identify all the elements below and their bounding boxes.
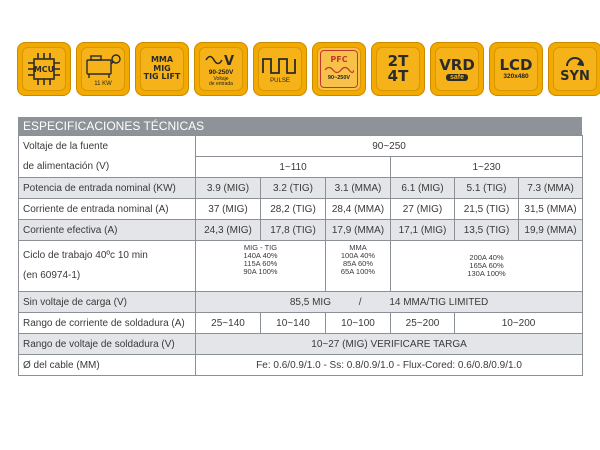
power-generator-icon — [76, 42, 130, 96]
row-label — [19, 241, 196, 292]
power-label: 11 KW — [94, 80, 112, 87]
row-label: Corriente de entrada nominal (A) — [19, 199, 196, 220]
table-cell: 10~100 — [326, 313, 391, 334]
table-row — [19, 157, 583, 178]
table-cell: Fe: 0.6/0.9/1.0 - Ss: 0.8/0.9/1.0 - Flux-Cored: 0.6/0.8/0.9/1.0 — [196, 355, 583, 376]
table-cell: 25~200 — [391, 313, 455, 334]
mcu-label: MCU — [33, 65, 55, 74]
table-cell: 17,1 (MIG) — [391, 220, 455, 241]
mcu-icon — [17, 42, 71, 96]
duty-line: MMA — [349, 243, 367, 252]
table-cell: 28,2 (TIG) — [261, 199, 326, 220]
voltage-range: 90-250V — [208, 68, 234, 76]
syn-label: SYN — [560, 68, 590, 84]
lcd-label: LCD — [499, 55, 533, 74]
row-label: Potencia de entrada nominal (KW) — [19, 178, 196, 199]
table-row — [19, 334, 583, 355]
table-cell: 37 (MIG) — [196, 199, 261, 220]
duty-cycle-label: Ciclo de trabajo 40ºc 10 min — [23, 250, 148, 261]
pulse-label: PULSE — [270, 77, 290, 84]
row-label: Ø del cable (MM) — [19, 355, 196, 376]
row-label: Corriente efectiva (A) — [19, 220, 196, 241]
table-cell — [326, 241, 391, 292]
pfc-icon — [312, 42, 366, 96]
table-cell: 27 (MIG) — [391, 199, 455, 220]
table-cell: 85,5 MIG / 14 MMA/TIG LIMITED — [196, 292, 583, 313]
row-label: Rango de voltaje de soldadura (V) — [19, 334, 196, 355]
table-row — [19, 241, 583, 292]
mode-2t: 2T — [387, 52, 409, 70]
synergic-icon — [548, 42, 600, 96]
pfc-range: 90~250V — [327, 75, 351, 82]
table-cell: 1~110 — [196, 157, 391, 178]
duty-line: 100A 40% — [340, 251, 376, 260]
row-label: Voltaje de la fuente — [19, 136, 196, 157]
vrd-safe-icon — [430, 42, 484, 96]
table-cell — [391, 241, 583, 292]
row-label: de alimentación (V) — [19, 157, 196, 178]
duty-line: 90A 100% — [243, 267, 278, 276]
duty-line: 165A 60% — [469, 261, 504, 270]
specifications-table — [18, 117, 582, 376]
row-label: Sin voltaje de carga (V) — [19, 292, 196, 313]
mode-mig: MIG — [153, 63, 171, 73]
row-label: Rango de corriente de soldadura (A) — [19, 313, 196, 334]
table-cell: 13,5 (TIG) — [455, 220, 519, 241]
table-cell: 1~230 — [391, 157, 583, 178]
table-row — [19, 136, 583, 157]
mode-tig-lift: TIG LIFT — [143, 72, 181, 82]
table-cell: 25~140 — [196, 313, 261, 334]
duty-line: 115A 60% — [243, 259, 278, 268]
pfc-label: PFC — [330, 55, 348, 65]
table-cell: 10~27 (MIG) VERIFICARE TARGA — [196, 334, 583, 355]
duty-line: 200A 40% — [469, 253, 504, 262]
pulse-icon — [253, 42, 307, 96]
table-cell: 31,5 (MMA) — [519, 199, 583, 220]
table-row — [19, 292, 583, 313]
table-cell: 28,4 (MMA) — [326, 199, 391, 220]
table-cell: 3.9 (MIG) — [196, 178, 261, 199]
mode-mma: MMA — [150, 54, 174, 64]
duty-line: 130A 100% — [467, 269, 506, 278]
table-cell: 19,9 (MMA) — [519, 220, 583, 241]
duty-line: 85A 60% — [342, 259, 374, 268]
table-row — [19, 178, 583, 199]
duty-line: 140A 40% — [243, 251, 278, 260]
lcd-resolution: 320x480 — [503, 72, 529, 80]
feature-icons-strip — [17, 42, 590, 96]
vrd-safe-label: safe — [446, 74, 468, 81]
table-cell: 90~250 — [196, 136, 583, 157]
table-cell: 17,9 (MMA) — [326, 220, 391, 241]
table-row — [19, 355, 583, 376]
2t-4t-icon — [371, 42, 425, 96]
duty-cycle-standard: (en 60974-1) — [23, 270, 81, 281]
table-cell: 24,3 (MIG) — [196, 220, 261, 241]
mode-4t: 4T — [387, 67, 409, 85]
table-cell: 3.1 (MMA) — [326, 178, 391, 199]
table-header: ESPECIFICACIONES TÉCNICAS — [18, 117, 582, 135]
duty-line: 65A 100% — [340, 267, 376, 276]
table-row — [19, 220, 583, 241]
table-cell: 10~140 — [261, 313, 326, 334]
welding-modes-icon — [135, 42, 189, 96]
voltage-caption: Voltaje de entrada — [209, 76, 233, 88]
table-cell: 5.1 (TIG) — [455, 178, 519, 199]
input-voltage-icon — [194, 42, 248, 96]
vrd-label: VRD — [439, 55, 475, 74]
table-cell: 10~200 — [455, 313, 583, 334]
table-cell: 3.2 (TIG) — [261, 178, 326, 199]
voltage-symbol: V — [223, 53, 235, 69]
table-row — [19, 199, 583, 220]
duty-line: MIG - TIG — [243, 243, 278, 252]
table-row — [19, 313, 583, 334]
table-cell: 6.1 (MIG) — [391, 178, 455, 199]
table-cell: 21,5 (TIG) — [455, 199, 519, 220]
table-cell: 7.3 (MMA) — [519, 178, 583, 199]
table-cell — [196, 241, 326, 292]
table-cell: 17,8 (TIG) — [261, 220, 326, 241]
lcd-display-icon — [489, 42, 543, 96]
